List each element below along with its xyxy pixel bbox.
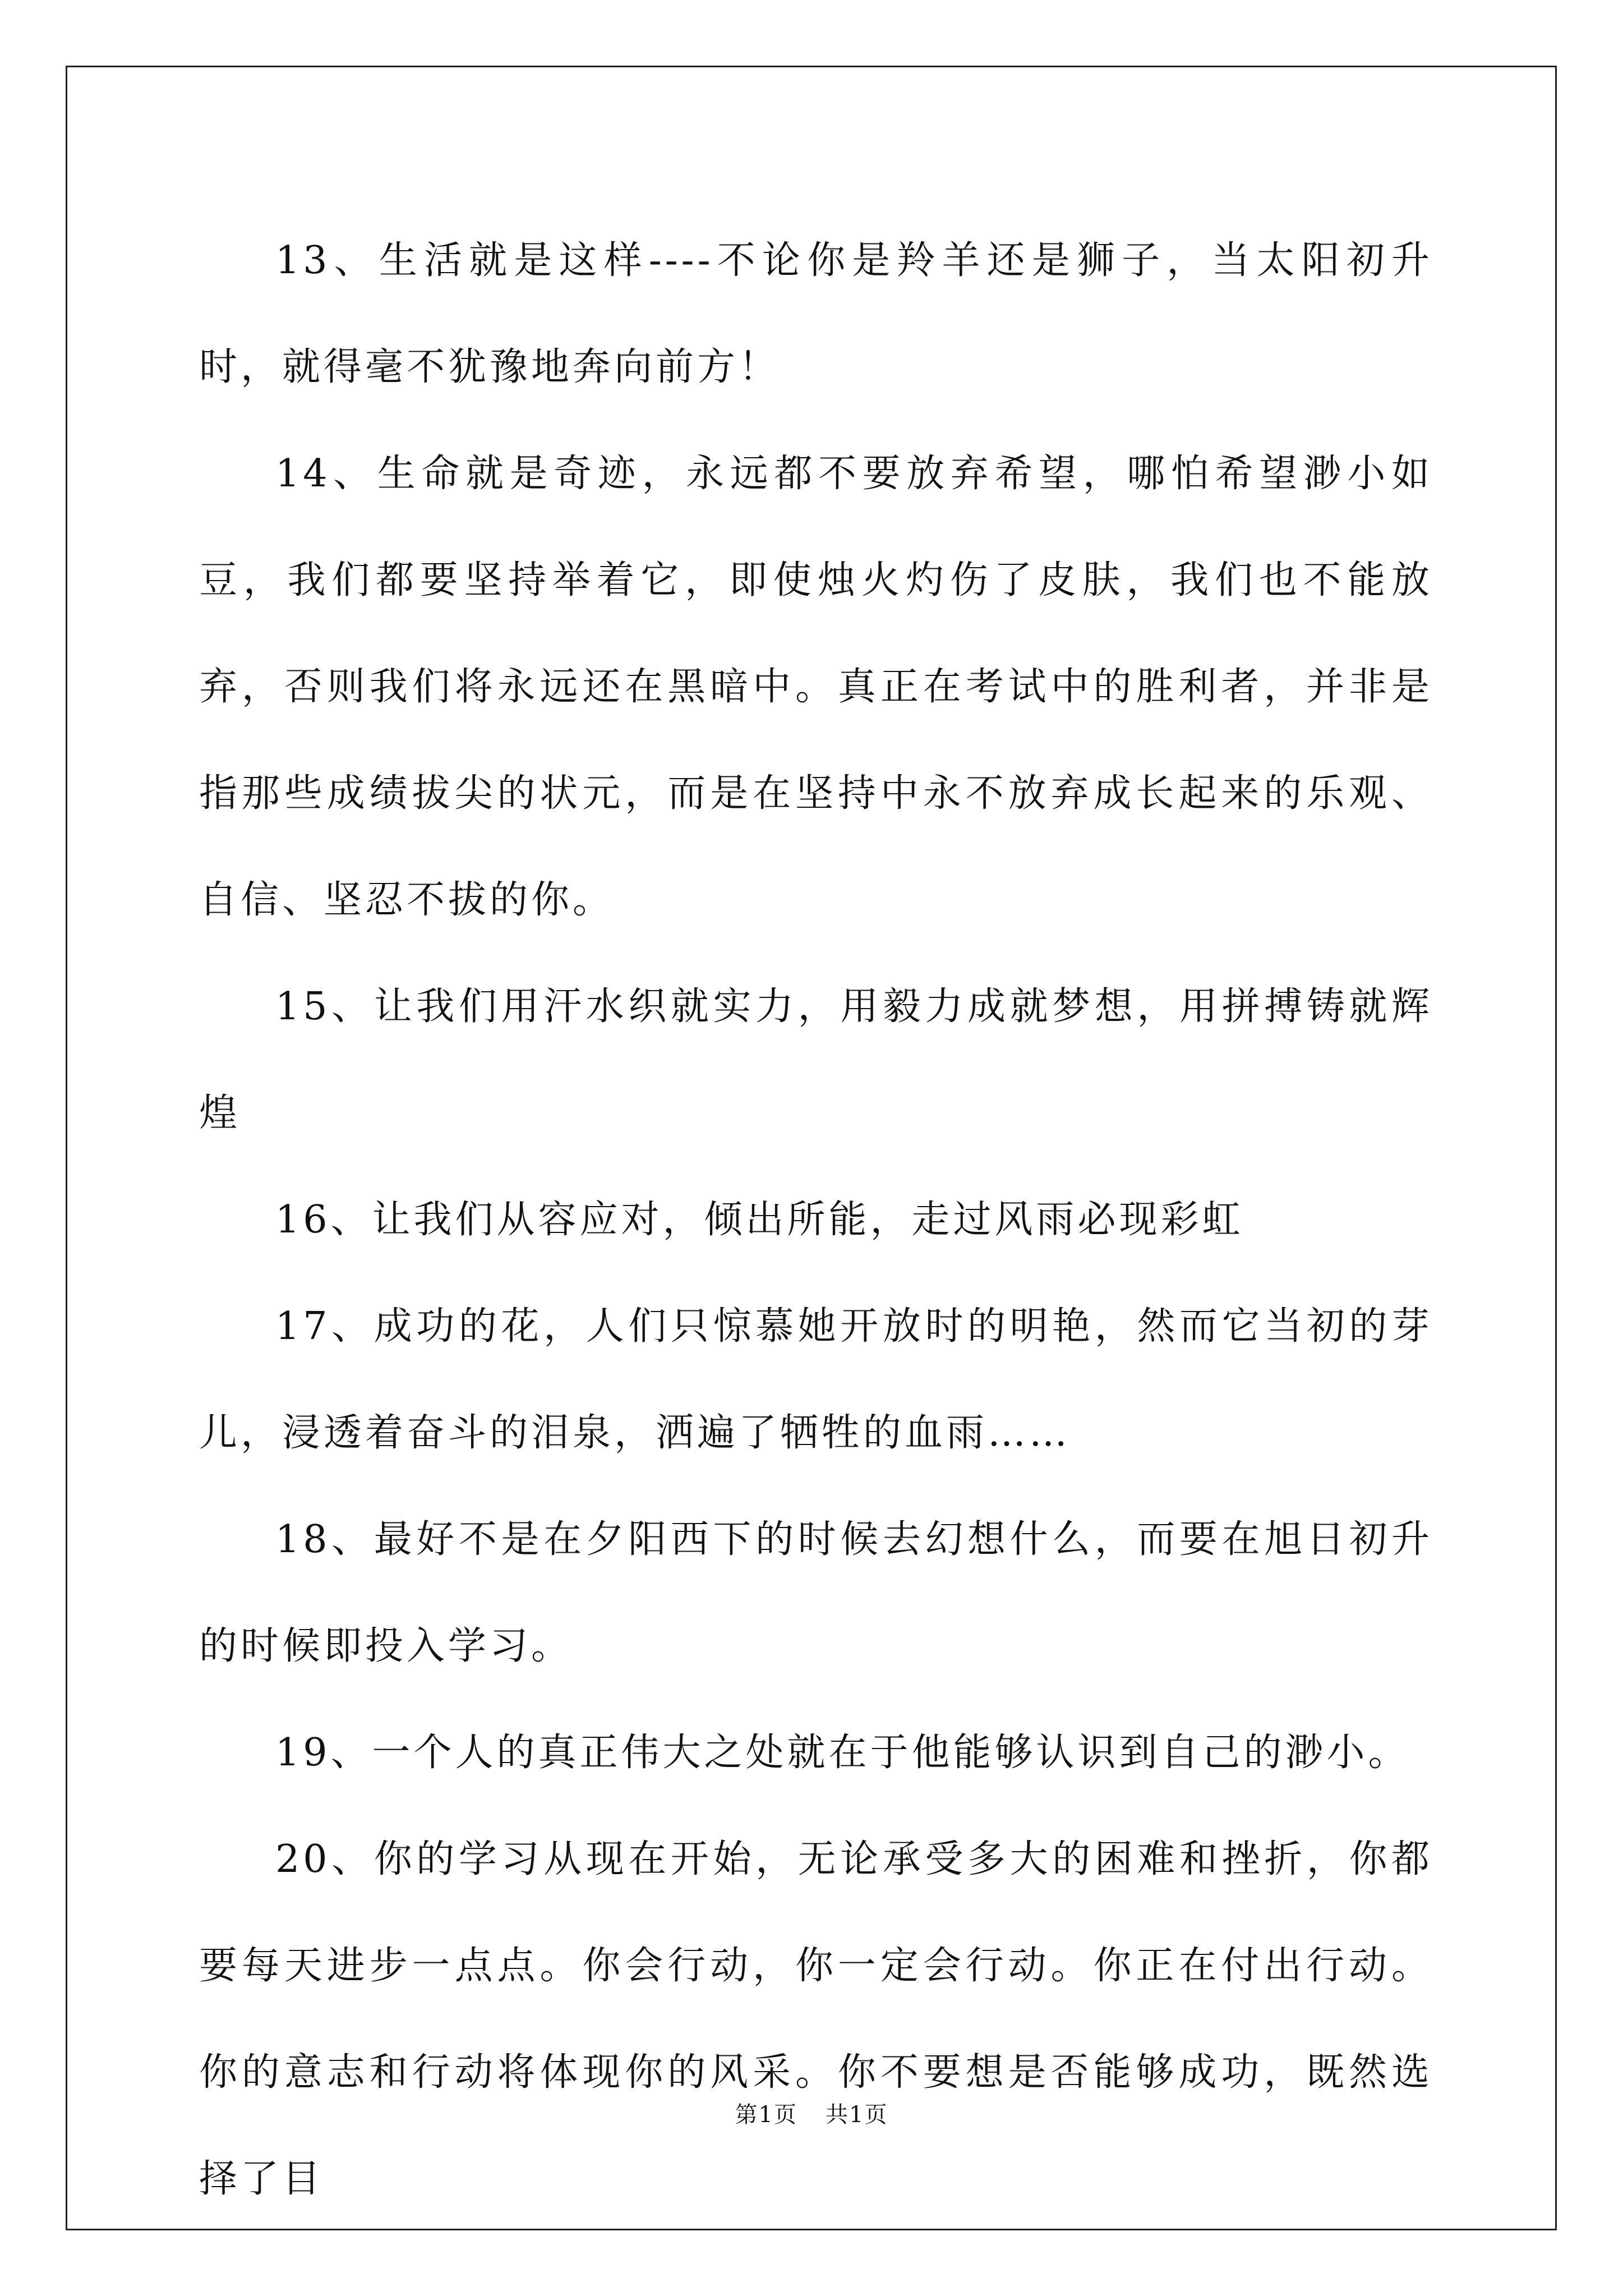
document-body <box>199 208 1433 2233</box>
page-footer <box>0 2101 1623 2129</box>
paragraph-13: 13、生活就是这样----不论你是羚羊还是狮子，当太阳初升时，就得毫不犹豫地奔向前方！ <box>199 238 1433 389</box>
paragraph-18: 18、最好不是在夕阳西下的时候去幻想什么，而要在旭日初升的时候即投入学习。 <box>199 1517 1433 1668</box>
paragraph-15: 15、让我们用汗水织就实力，用毅力成就梦想，用拼搏铸就辉煌 <box>199 984 1433 1135</box>
paragraph-16: 16、让我们从容应对，倾出所能，走过风雨必现彩虹 <box>275 1198 1244 1242</box>
page-total: 共1页 <box>826 2102 888 2128</box>
paragraph-14: 14、生命就是奇迹，永远都不要放弃希望，哪怕希望渺小如豆，我们都要坚持举着它，即使烛火灼伤了皮肤，我们也不能放弃，否则我们将永远还在黑暗中。真正在考试中的胜利者，并非是指那些成绩拔尖的状元，而是在坚持中永不放弃成长起来的乐观、自信、坚忍不拔的你。 <box>199 452 1433 922</box>
paragraph-19: 19、一个人的真正伟大之处就在于他能够认识到自己的渺小。 <box>275 1731 1410 1775</box>
page-number: 第1页 <box>735 2102 797 2128</box>
paragraph-17: 17、成功的花，人们只惊慕她开放时的明艳，然而它当初的芽儿，浸透着奋斗的泪泉，洒遍了牺牲的血雨…… <box>199 1304 1433 1455</box>
paragraph-20: 20、你的学习从现在开始，无论承受多大的困难和挫折，你都要每天进步一点点。你会行动，你一定会行动。你正在付出行动。你的意志和行动将体现你的风采。你不要想是否能够成功，既然选择了目 <box>199 1837 1433 2201</box>
